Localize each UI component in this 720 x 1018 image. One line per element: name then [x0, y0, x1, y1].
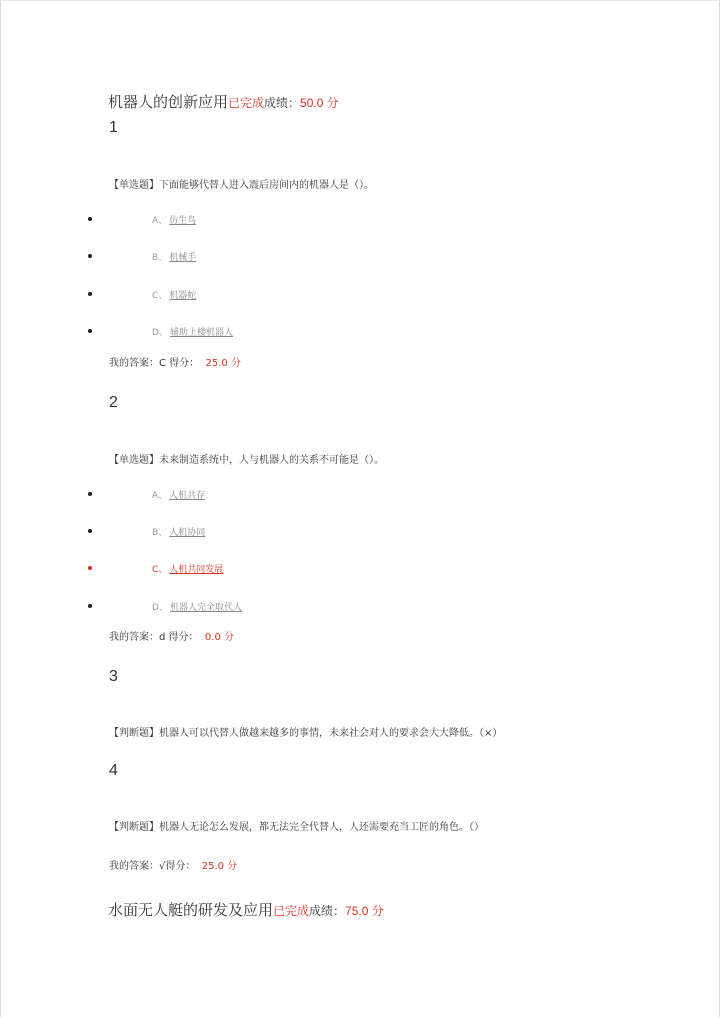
my-answer: 我的答案：d 得分： 0.0 分: [109, 632, 234, 643]
bullet: [88, 292, 92, 296]
bullet: [88, 529, 92, 533]
my-answer: 我的答案：C 得分： 25.0 分: [109, 358, 241, 369]
option-d[interactable]: D、 辅助上楼机器人: [152, 328, 233, 338]
section-score-label: 成绩：: [309, 904, 346, 918]
section-score: 50.0 分: [300, 96, 339, 110]
bullet: [88, 492, 92, 496]
bullet: [88, 329, 92, 333]
option-c-selected[interactable]: C、 人机共同发展: [152, 565, 224, 575]
question-number: 2: [109, 394, 118, 411]
option-d[interactable]: D、 机器人完全取代人: [152, 603, 242, 613]
section-title: [108, 899, 384, 920]
question-text: 【判断题】机器人无论怎么发展，都无法完全代替人，人还需要充当工匠的角色。（）: [109, 822, 484, 833]
question-number: 1: [109, 119, 118, 136]
section-status: 已完成: [228, 96, 265, 110]
section-name: 水面无人艇的研发及应用: [108, 901, 274, 919]
bullet: [88, 217, 92, 221]
bullet: [88, 254, 92, 258]
option-c[interactable]: C、 机器蛇: [152, 291, 197, 301]
section-score-label: 成绩：: [264, 96, 301, 110]
option-b[interactable]: B、 机械手: [152, 253, 197, 263]
option-b[interactable]: B、 人机协同: [152, 528, 206, 538]
section-status: 已完成: [273, 904, 310, 918]
question-number: 3: [109, 668, 118, 685]
question-text: 【单选题】下面能够代替人进入震后房间内的机器人是（）。: [109, 180, 374, 191]
bullet-selected: [88, 566, 92, 570]
question-number: 4: [109, 762, 118, 779]
bullet: [88, 604, 92, 608]
question-text: 【单选题】未来制造系统中，人与机器人的关系不可能是（）。: [109, 455, 384, 466]
my-answer: 我的答案：√得分： 25.0 分: [109, 861, 238, 872]
question-text: 【判断题】机器人可以代替人做越来越多的事情，未来社会对人的要求会大大降低。（×）: [109, 728, 503, 739]
section-title: [108, 91, 339, 112]
option-a[interactable]: A、 仿生鸟: [152, 216, 197, 226]
section-name: 机器人的创新应用: [108, 93, 229, 111]
option-a[interactable]: A、 人机共存: [152, 491, 206, 501]
section-score: 75.0 分: [345, 904, 384, 918]
